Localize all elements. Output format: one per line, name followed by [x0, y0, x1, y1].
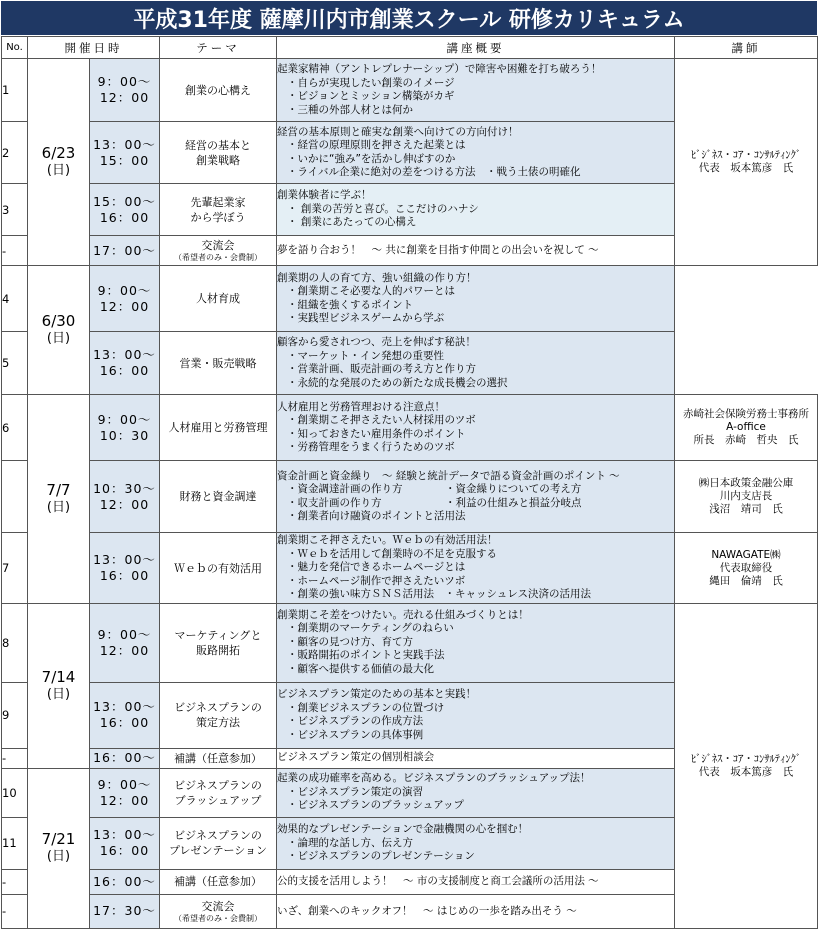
theme-line-2: 策定方法 [196, 716, 240, 730]
session-number: 3 [2, 184, 28, 236]
session-time [90, 461, 160, 533]
outline-point: ・ビジネスプラン策定の演習 [287, 785, 424, 798]
date-text: 7/21 [41, 830, 76, 849]
outline-lead: 創業体験者に学ぶ！ [277, 189, 372, 202]
lecturer-line3: 浅沼 靖司 氏 [709, 503, 783, 516]
table-row [2, 266, 818, 332]
theme-line-2: プレゼンテーション [168, 844, 268, 858]
session-number: 2 [2, 122, 28, 184]
outline-point: ・ビジネスプランの作成方法 [287, 715, 424, 728]
lecturer-line1: NAWAGATE㈱ [711, 548, 781, 561]
lecturer-line2: 代表 坂本篤彦 氏 [698, 765, 794, 778]
outline-point: ・ビジョンとミッション構築がカギ [287, 90, 455, 103]
lecturer-line1: ㈱日本政策金融公庫 [698, 477, 794, 490]
theme-line-2: （希望者のみ・会費制） [174, 253, 262, 263]
outline-point: ・論理的な話し方、伝え方 [287, 836, 413, 849]
theme-line-1: 営業・販売戦略 [179, 356, 257, 370]
outline-lead: 公的支援を活用しよう！ ～ 市の支援制度と商工会議所の活用法 ～ [277, 875, 599, 888]
outline-point: ・創業期のマーケティングのねらい [287, 622, 454, 635]
outline-point: ・営業計画、販売計画の考え方と作り方 [287, 363, 476, 376]
session-outline [277, 533, 675, 603]
outline-point-pair [277, 483, 674, 497]
session-outline [277, 122, 675, 184]
session-time [90, 236, 160, 266]
time-start: 13：00～ [93, 827, 156, 843]
outline-point: ・顧客の見つけ方、育て方 [287, 635, 413, 648]
outline-point: ・顧客へ提供する価値の最大化 [287, 662, 434, 675]
time-end: 12：00 [99, 298, 150, 314]
theme-line-2: 販路開拓 [196, 643, 240, 657]
theme-line-1: ビジネスプランの [174, 778, 262, 792]
session-outline [277, 748, 675, 768]
lecturer-line2: A-office [726, 421, 766, 434]
theme-line-1: ビジネスプランの [174, 829, 262, 843]
session-theme [160, 682, 277, 748]
session-theme [160, 603, 277, 682]
time-start: 16：00～ [93, 750, 156, 766]
date-text: 7/14 [41, 667, 76, 686]
lecturer [675, 395, 818, 461]
time-start: 9：00～ [97, 626, 152, 642]
outline-point: ・ 創業の苦労と喜び。ここだけのハナシ [287, 202, 479, 215]
outline-point: ・ライバル企業に絶対の差をつける方法 ・戦う土俵の明確化 [287, 166, 581, 179]
time-end: 12：00 [99, 792, 150, 808]
outline-lead: 夢を語り合おう！ ～ 共に創業を目指す仲間との出会いを祝して ～ [277, 243, 599, 256]
time-end: 16：00 [99, 363, 150, 379]
theme-line-1: マーケティングと [174, 628, 262, 642]
session-time [90, 768, 160, 817]
theme-line-2: ブラッシュアップ [174, 793, 262, 807]
curriculum-table [1, 36, 818, 929]
theme-line-1: 経営の基本と [185, 138, 251, 152]
lecturer-line1: 赤崎社会保険労務士事務所 [683, 408, 809, 421]
outline-point: ・労務管理をうまく行うためのツボ [287, 441, 455, 454]
session-number: 6 [2, 395, 28, 461]
session-number: 8 [2, 603, 28, 682]
outline-lead: 創業期こそ押さえたい。Ｗｅｂの有効活用法！ [277, 534, 498, 547]
outline-point: ・Ｗｅｂを活用して創業時の不足を克服する [287, 547, 497, 560]
outline-point: ・ホームページ制作で押さえたいツボ [287, 574, 466, 587]
theme-line-1: 先輩起業家 [190, 195, 246, 209]
time-end: 16：00 [99, 843, 150, 859]
theme-line-1: 人材雇用と労務管理 [168, 421, 268, 435]
session-outline [277, 332, 675, 395]
day-of-week: (日) [46, 499, 71, 515]
theme-line-2: 創業戦略 [196, 153, 240, 167]
lecturer-line2: 代表取締役 [719, 561, 773, 574]
outline-point: ・創業の強い味方ＳＮＳ活用法 ・キャッシュレス決済の活用法 [287, 588, 591, 601]
session-outline [277, 894, 675, 928]
outline-lead: いざ、創業へのキックオフ！ ～ はじめの一歩を踏み出そう ～ [277, 904, 577, 917]
session-outline [277, 682, 675, 748]
outline-lead: 起業家精神（アントレプレナーシップ）で障害や困難を打ち破ろう！ [277, 63, 602, 76]
outline-point: ・販路開拓のポイントと実践手法 [287, 649, 445, 662]
header-outline: 講座概要 [277, 37, 675, 59]
session-number: - [2, 236, 28, 266]
time-start: 9：00～ [97, 776, 152, 792]
date-text: 7/7 [46, 480, 71, 499]
day-of-week: (日) [46, 163, 71, 179]
time-end: 16：00 [99, 715, 150, 731]
time-start: 13：00～ [93, 136, 156, 152]
session-theme [160, 894, 277, 928]
session-outline [277, 184, 675, 236]
time-end: 10：30 [99, 427, 150, 443]
session-number: - [2, 894, 28, 928]
session-date [28, 266, 90, 395]
outline-point: ・資金調達計画の作り方 [287, 483, 403, 496]
lecturer-line1: ﾋﾞｼﾞﾈｽ・ｺｱ・ｺﾝｻﾙﾃｨﾝｸﾞ [690, 752, 802, 765]
outline-point: ・魅力を発信できるホームページとは [287, 561, 466, 574]
time-end: 12：00 [99, 496, 150, 512]
outline-lead: 人材雇用と労務管理おける注意点！ [277, 400, 445, 413]
session-date [28, 768, 90, 928]
theme-line-1: 交流会 [201, 899, 235, 913]
day-of-week: (日) [46, 686, 71, 702]
outline-lead: ビジネスプラン策定の個別相談会 [277, 751, 435, 764]
time-end: 16：00 [99, 209, 150, 225]
session-time [90, 122, 160, 184]
session-theme [160, 236, 277, 266]
outline-lead: 効果的なプレゼンテーションで金融機関の心を掴む！ [277, 823, 529, 836]
outline-lead: 起業の成功確率を高める。ビジネスプランのブラッシュアップ法！ [277, 772, 591, 785]
table-row [2, 59, 818, 122]
outline-lead: 顧客から愛されつつ、売上を伸ばす秘訣！ [277, 336, 476, 349]
session-number: 9 [2, 682, 28, 748]
outline-lead: 創業期こそ差をつけたい。売れる仕組みづくりとは！ [277, 608, 529, 621]
theme-line-1: 創業の心構え [185, 83, 251, 97]
session-theme [160, 184, 277, 236]
time-start: 13：00～ [93, 347, 156, 363]
outline-point: ・利益の仕組みと損益分岐点 [445, 496, 582, 509]
time-start: 17：00～ [93, 242, 156, 258]
session-number: 1 [2, 59, 28, 122]
session-time [90, 59, 160, 122]
outline-point-pair [277, 497, 674, 511]
session-outline [277, 768, 675, 817]
session-outline [277, 869, 675, 894]
lecturer-line1: ﾋﾞｼﾞﾈｽ・ｺｱ・ｺﾝｻﾙﾃｨﾝｸﾞ [690, 149, 802, 162]
time-start: 16：00～ [93, 873, 156, 889]
session-outline [277, 395, 675, 461]
table-row [2, 603, 818, 682]
session-outline [277, 266, 675, 332]
date-text: 6/23 [41, 144, 76, 163]
session-outline [277, 461, 675, 533]
session-number: 10 [2, 768, 28, 817]
session-theme [160, 768, 277, 817]
lecturer [675, 59, 818, 266]
session-number: 4 [2, 266, 28, 332]
session-outline [277, 603, 675, 682]
outline-point: ・ビジネスプランのプレゼンテーション [287, 850, 475, 863]
theme-line-2: （希望者のみ・会費制） [174, 913, 262, 923]
session-theme [160, 869, 277, 894]
outline-point: ・いかに“強み”を活かし伸ばすのか [287, 152, 456, 165]
session-date [28, 603, 90, 768]
session-theme [160, 122, 277, 184]
outline-point: ・ビジネスプランの具体事例 [287, 728, 424, 741]
outline-point: ・自らが実現したい創業のイメージ [287, 76, 455, 89]
session-time [90, 603, 160, 682]
session-number [2, 461, 28, 533]
table-row [2, 533, 818, 603]
session-time [90, 894, 160, 928]
table-row [2, 461, 818, 533]
theme-line-1: 人材育成 [196, 292, 240, 306]
session-time [90, 817, 160, 869]
session-outline [277, 236, 675, 266]
time-start: 9：00～ [97, 282, 152, 298]
time-start: 13：00～ [93, 552, 156, 567]
lecturer [675, 533, 818, 603]
outline-point: ・経営の原理原則を押さえた起業とは [287, 139, 466, 152]
header-date: 開催日時 [28, 37, 160, 59]
header-lecturer: 講師 [675, 37, 818, 59]
time-start: 17：30～ [93, 903, 156, 919]
session-time [90, 533, 160, 603]
outline-point: ・実践型ビジネスゲームから学ぶ [287, 312, 445, 325]
table-header-row [2, 37, 818, 59]
outline-point: ・創業期こそ押さえたい人材採用のツボ [287, 414, 476, 427]
time-end: 15：00 [99, 152, 150, 168]
outline-point: ・創業ビジネスプランの位置づけ [287, 701, 445, 714]
time-end: 16：00 [99, 568, 150, 583]
outline-point: ・マーケット・イン発想の重要性 [287, 349, 444, 362]
outline-point: ・組織を強くするポイント [287, 298, 413, 311]
lecturer-line3: 所長 赤崎 哲央 氏 [693, 434, 799, 447]
theme-line-1: 補講（任意参加） [174, 751, 262, 765]
header-theme: テーマ [160, 37, 277, 59]
lecturer-line2: 代表 坂本篤彦 氏 [698, 162, 794, 175]
session-time [90, 332, 160, 395]
session-date [28, 59, 90, 266]
session-date [28, 395, 90, 603]
day-of-week: (日) [46, 331, 71, 347]
theme-line-1: 補講（任意参加） [174, 875, 262, 889]
session-number: 5 [2, 332, 28, 395]
session-theme [160, 533, 277, 603]
table-row [2, 395, 818, 461]
session-number: - [2, 748, 28, 768]
time-end: 12：00 [99, 90, 150, 106]
outline-point: ・三種の外部人材とは何か [287, 103, 413, 116]
session-theme [160, 395, 277, 461]
session-number: - [2, 869, 28, 894]
outline-lead: ビジネスプラン策定のための基本と実践！ [277, 688, 477, 701]
outline-lead: 資金計画と資金繰り ～ 経験と統計データで語る資金計画のポイント ～ [277, 469, 620, 482]
session-time [90, 184, 160, 236]
date-text: 6/30 [41, 312, 76, 331]
outline-point: ・創業者向け融資のポイントと活用法 [287, 510, 466, 523]
table-row [2, 332, 818, 395]
time-start: 9：00～ [97, 74, 152, 90]
outline-point: ・収支計画の作り方 [287, 496, 382, 509]
time-start: 10：30～ [93, 480, 156, 496]
session-number: 7 [2, 533, 28, 603]
lecturer [675, 461, 818, 533]
session-theme [160, 817, 277, 869]
time-start: 9：00～ [97, 411, 152, 427]
outline-point: ・ビジネスプランのブラッシュアップ [287, 799, 465, 812]
session-outline [277, 59, 675, 122]
theme-line-1: 交流会 [201, 239, 235, 253]
outline-lead: 創業期の人の育て方、強い組織の作り方！ [277, 271, 477, 284]
outline-point: ・ 創業にあたっての心構え [287, 216, 417, 229]
outline-lead: 経営の基本原則と確実な創業へ向けての方向付け！ [277, 125, 519, 138]
lecturer-line2: 川内支店長 [719, 490, 773, 503]
outline-point: ・知っておきたい雇用条件のポイント [287, 427, 466, 440]
session-theme [160, 266, 277, 332]
outline-point: ・資金繰りについての考え方 [445, 483, 582, 496]
theme-line-1: Ｗｅｂの有効活用 [174, 561, 262, 575]
time-start: 13：00～ [93, 699, 156, 715]
session-number: 11 [2, 817, 28, 869]
session-outline [277, 817, 675, 869]
theme-line-1: ビジネスプランの [174, 701, 262, 715]
session-time [90, 748, 160, 768]
session-theme [160, 332, 277, 395]
time-end: 12：00 [99, 642, 150, 658]
page-title: 平成31年度 薩摩川内市創業スクール 研修カリキュラム [1, 1, 817, 35]
session-theme [160, 59, 277, 122]
time-start: 15：00～ [93, 193, 156, 209]
session-time [90, 682, 160, 748]
lecturer-line3: 縄田 倫靖 氏 [709, 574, 783, 587]
session-time [90, 395, 160, 461]
theme-line-2: から学ぼう [190, 210, 246, 224]
outline-point: ・創業期こそ必要な人的パワーとは [287, 285, 455, 298]
theme-line-1: 財務と資金調達 [179, 490, 257, 504]
outline-point: ・永続的な発展のための新たな成長機会の選択 [287, 376, 508, 389]
session-time [90, 869, 160, 894]
header-no: No. [2, 37, 28, 59]
day-of-week: (日) [46, 849, 71, 865]
session-theme [160, 461, 277, 533]
lecturer [675, 603, 818, 928]
session-theme [160, 748, 277, 768]
session-time [90, 266, 160, 332]
